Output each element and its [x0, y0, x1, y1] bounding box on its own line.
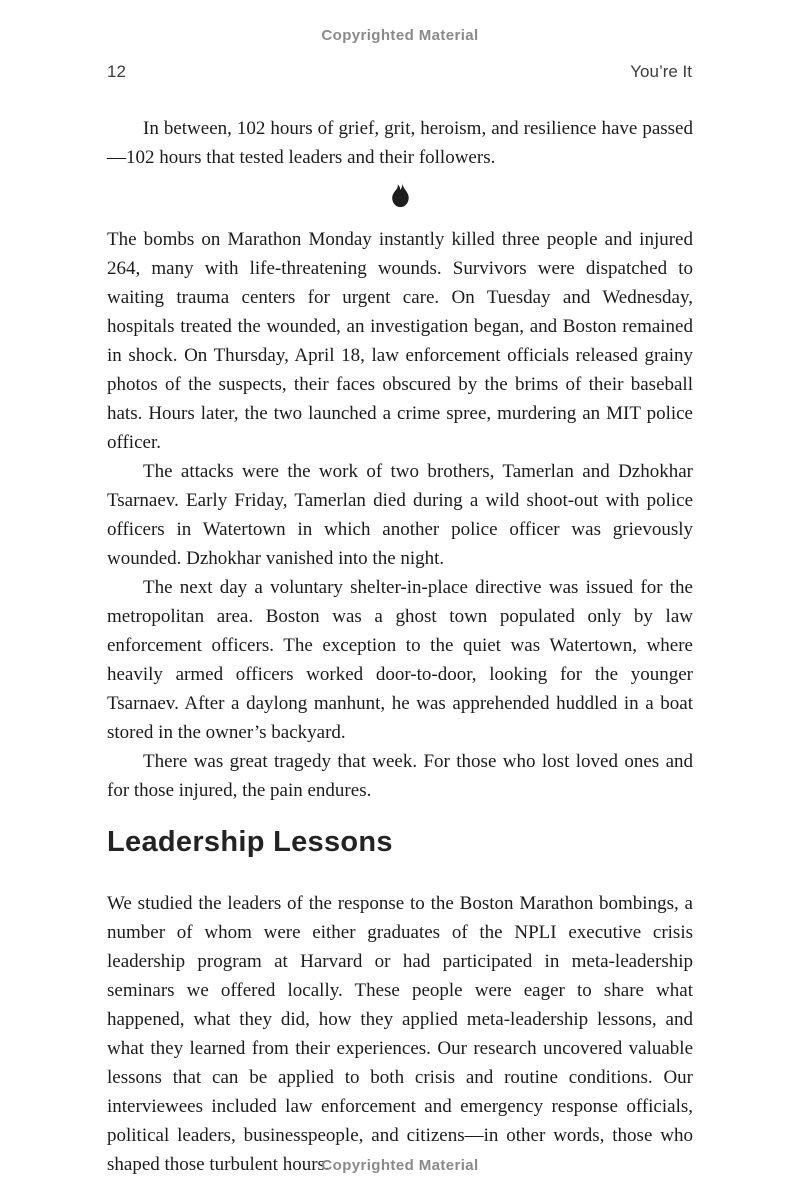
body-text — [107, 114, 693, 1179]
copyright-notice-bottom: Copyrighted Material — [321, 1157, 479, 1174]
section-break-ornament — [107, 172, 693, 225]
running-header — [107, 62, 692, 82]
section-heading: Leadership Lessons — [107, 826, 393, 858]
body-paragraph: The next day a voluntary shelter-in-place directive was issued for the metropolitan area. Boston was a ghost town populated only by law enforcement officers. The exception to the quiet was Watertown, where heavily armed officers worked door-to-door, looking for the younger Tsarnaev. After a daylong manhunt, he was apprehended huddled in a boat stored in the owner’s backyard. — [107, 577, 693, 743]
body-paragraph: There was great tragedy that week. For those who lost loved ones and for those injured, the pain endures. — [107, 751, 693, 801]
intro-paragraph: In between, 102 hours of grief, grit, heroism, and resilience have passed—102 hours that tested leaders and their followers. — [107, 118, 693, 168]
running-title: You’re It — [630, 62, 692, 81]
copyright-notice-top: Copyrighted Material — [321, 27, 479, 44]
body-paragraph: The bombs on Marathon Monday instantly killed three people and injured 264, many with life-threatening wounds. Survivors were dispatched to waiting trauma centers for urgent care. On Tuesday and Wednesday, hospitals treated the wounded, an investigation began, and Boston remained in shock. On Thursday, April 18, law enforcement officials released grainy photos of the suspects, their faces obscured by the brims of their baseball hats. Hours later, the two launched a crime spree, murdering an MIT police officer. — [107, 229, 693, 453]
body-paragraph: The attacks were the work of two brothers, Tamerlan and Dzhokhar Tsarnaev. Early Friday, Tamerlan died during a wild shoot-out with police officers in Watertown in which another police officer was grievously wounded. Dzhokhar vanished into the night. — [107, 461, 693, 569]
page-number: 12 — [107, 62, 126, 81]
body-paragraph: We studied the leaders of the response to the Boston Marathon bombings, a number of whom were either graduates of the NPLI executive crisis leadership program at Harvard or had participated in meta-leadership seminars we offered locally. These people were eager to share what happened, what they did, how they applied meta-leadership lessons, and what they learned from their experiences. Our research uncovered valuable lessons that can be applied to both crisis and routine conditions. Our interviewees included law enforcement and emergency response officials, political leaders, businesspeople, and citizens—in other words, those who shaped those turbulent hours. — [107, 893, 693, 1175]
flame-icon — [390, 185, 411, 206]
